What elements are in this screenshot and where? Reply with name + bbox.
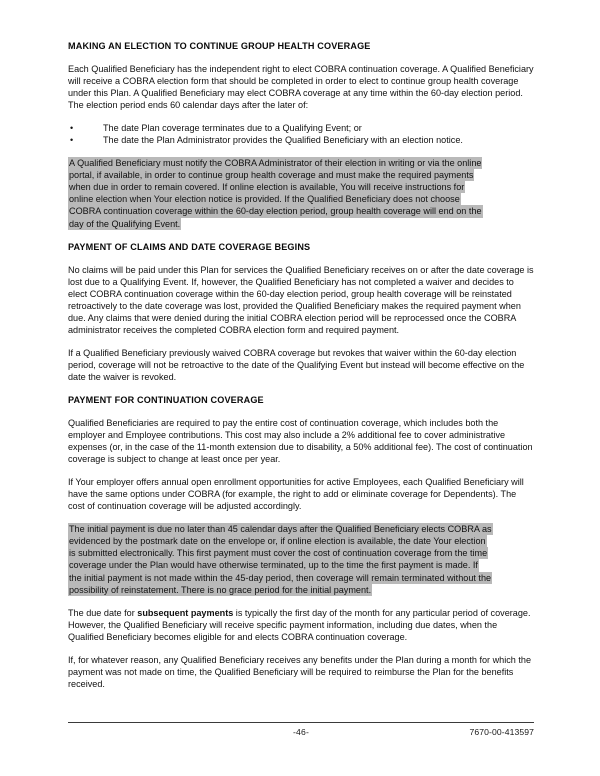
- section-heading-payment-for-continuation: PAYMENT FOR CONTINUATION COVERAGE: [68, 394, 264, 405]
- paragraph-subsequent-payments: [68, 607, 534, 643]
- highlight-line: is submitted electronically. This first payment must cover the cost of continuation coverage from the time: [69, 548, 488, 559]
- section-heading-payment-of-claims: PAYMENT OF CLAIMS AND DATE COVERAGE BEGINS: [68, 241, 311, 252]
- list-item: [68, 122, 534, 134]
- footer-divider: [68, 722, 534, 723]
- paragraph-election-intro: Each Qualified Beneficiary has the independent right to elect COBRA continuation coverage. A Qualified Beneficiary will receive a COBRA election form that should be completed in order to elect to continue group health coverage under this Plan. A Qualified Beneficiary may elect COBRA coverage at any time within the 60-day election period. The election period ends 60 calendar days after the later of:: [68, 64, 534, 111]
- paragraph-claims-payment: No claims will be paid under this Plan for services the Qualified Beneficiary receives on or after the date coverage is lost due to a Qualifying Event. If, however, the Qualified Beneficiary has not completed a waiver and decides to elect COBRA continuation coverage within the 60-day election period, group health coverage will be reinstated retroactively to the date coverage was lost, provided the Qualified Beneficiary makes the required payment when due. Any claims that were denied during the initial COBRA election period will be reprocessed once the COBRA administrator receives the completed COBRA election form and required payment.: [68, 264, 534, 335]
- page-number: -46-: [292, 727, 310, 737]
- list-item: [68, 134, 534, 146]
- highlight-line: The initial payment is due no later than 45 calendar days after the Qualified Beneficiary elects COBRA as: [69, 524, 492, 535]
- highlight-line: evidenced by the postmark date on the envelope or, if online election is available, the date Your election: [69, 536, 486, 547]
- highlight-line: coverage under the Plan would have otherwise terminated, up to the time the first payment is made. If: [69, 560, 478, 571]
- subsequent-payments-text-rest: is typically the first day of the month for any particular period of coverage. However, the Qualified Beneficiary will receive specific payment information, including due dates, when the Qualified Beneficiary becomes eligible for and elects COBRA continuation coverage.: [68, 607, 531, 642]
- document-body: [68, 40, 534, 701]
- paragraph-open-enrollment: If Your employer offers annual open enrollment opportunities for active Employees, each Qualified Beneficiary will have the same options under COBRA (for example, the right to add or eliminate coverage for Dependents). The cost of continuation coverage will be adjusted accordingly.: [68, 477, 524, 512]
- highlight-line: portal, if available, in order to continue group health coverage and must make the required payments: [69, 170, 474, 181]
- section-heading-making-an-election: MAKING AN ELECTION TO CONTINUE GROUP HEALTH COVERAGE: [68, 41, 371, 51]
- list-item-label: The date Plan coverage terminates due to a Qualifying Event; or: [103, 123, 362, 134]
- document-id: 7670-00-413597: [469, 727, 534, 737]
- highlighted-paragraph-election-notice: [68, 157, 534, 229]
- bullet-icon: •: [70, 135, 74, 146]
- election-period-bullet-list: [68, 122, 534, 146]
- paragraph-reimbursement: If, for whatever reason, any Qualified Beneficiary receives any benefits under the Plan during a month for which the payment was not made on time, the Qualified Beneficiary will be required to reimburse the Plan for the benefits received.: [68, 654, 532, 689]
- highlight-line: online election when Your election notice is provided. If the Qualified Beneficiary does not choose: [69, 194, 460, 205]
- highlight-line: A Qualified Beneficiary must notify the COBRA Administrator of their election in writing or via the online: [69, 158, 482, 169]
- paragraph-cost-of-coverage: Qualified Beneficiaries are required to pay the entire cost of continuation coverage, which includes both the employer and Employee contributions. This cost may also include a 2% additional fee to cover administrative expenses (or, in the case of the 11-month extension due to disability, a 50% additional fee). The cost of continuation coverage is subject to change at least once per year.: [68, 417, 533, 465]
- footer-row: [68, 726, 534, 742]
- highlight-line: possibility of reinstatement. There is no grace period for the initial payment.: [69, 584, 372, 595]
- paragraph-waiver-revocation: If a Qualified Beneficiary previously waived COBRA coverage but revokes that waiver within the 60-day election period, coverage will not be retroactive to the date of the Qualifying Event but instead will become effective on the date the waiver is revoked.: [68, 347, 525, 382]
- subsequent-payments-text-lead: The due date for: [68, 607, 138, 618]
- list-item-label: The date the Plan Administrator provides the Qualified Beneficiary with an election notice.: [103, 135, 463, 146]
- highlighted-paragraph-initial-payment: [68, 523, 534, 595]
- highlight-line: day of the Qualifying Event.: [69, 218, 181, 229]
- bullet-icon: •: [70, 123, 74, 134]
- highlight-line: when due in order to remain covered. If online election is available, You will receive instructions for: [69, 182, 465, 193]
- highlight-line: the initial payment is not made within the 45-day period, then coverage will remain terminated without the: [69, 572, 492, 583]
- subsequent-payments-emphasis: subsequent payments: [137, 607, 234, 618]
- highlight-line: COBRA continuation coverage within the 60-day election period, group health coverage will end on the: [69, 206, 482, 217]
- page-footer: [68, 722, 534, 742]
